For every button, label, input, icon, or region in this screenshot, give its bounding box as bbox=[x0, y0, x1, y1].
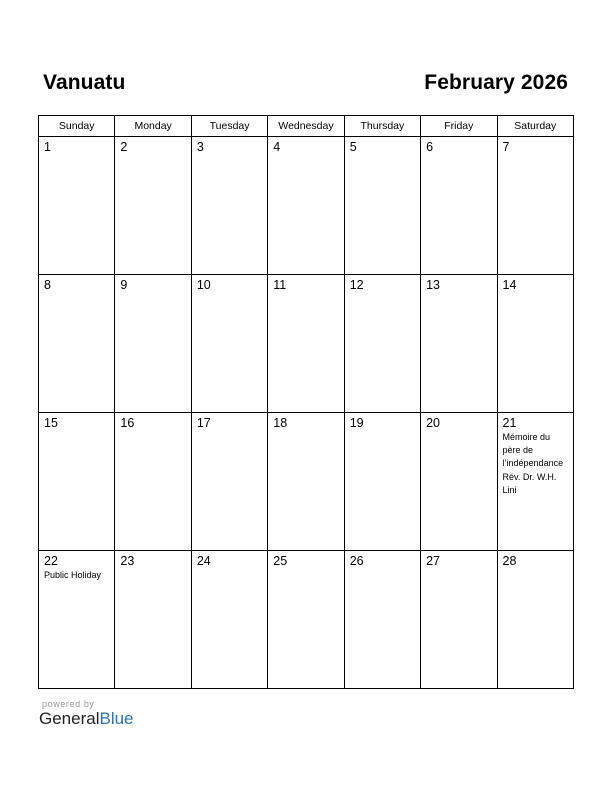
day-number: 12 bbox=[349, 278, 364, 292]
day-number: 6 bbox=[426, 140, 434, 154]
calendar-grid bbox=[38, 115, 574, 689]
weekday-thursday: Thursday bbox=[344, 116, 420, 137]
day-number: 9 bbox=[120, 278, 128, 292]
day-number: 5 bbox=[349, 140, 357, 154]
day-number: 4 bbox=[273, 140, 281, 154]
day-cell bbox=[344, 275, 420, 413]
day-number: 15 bbox=[44, 416, 58, 430]
day-number: 1 bbox=[44, 140, 51, 154]
brand-blue: Blue bbox=[99, 709, 134, 728]
weekday-tuesday: Tuesday bbox=[191, 116, 267, 137]
weekday-monday: Monday bbox=[115, 116, 191, 137]
day-cell bbox=[39, 413, 115, 551]
weekday-wednesday: Wednesday bbox=[268, 116, 344, 137]
day-number: 2 bbox=[120, 140, 128, 154]
day-number: 26 bbox=[349, 554, 364, 568]
day-cell bbox=[421, 275, 497, 413]
week-row-4 bbox=[39, 551, 574, 689]
week-row-1 bbox=[39, 137, 574, 275]
day-cell bbox=[268, 551, 344, 689]
day-cell bbox=[421, 137, 497, 275]
weekday-friday: Friday bbox=[421, 116, 497, 137]
day-number: 16 bbox=[120, 416, 135, 430]
day-number: 21 bbox=[502, 416, 517, 430]
day-cell bbox=[497, 413, 573, 551]
day-cell bbox=[191, 275, 267, 413]
day-number: 23 bbox=[120, 554, 135, 568]
weekday-sunday: Sunday bbox=[39, 116, 115, 137]
day-number: 19 bbox=[349, 416, 364, 430]
day-cell bbox=[268, 137, 344, 275]
day-number: 14 bbox=[502, 278, 517, 292]
day-number: 28 bbox=[502, 554, 517, 568]
day-cell bbox=[344, 137, 420, 275]
holiday-label: Public Holiday bbox=[44, 570, 102, 580]
day-number: 24 bbox=[196, 554, 211, 568]
weekday-saturday: Saturday bbox=[497, 116, 573, 137]
day-cell bbox=[115, 413, 191, 551]
day-cell bbox=[497, 275, 573, 413]
day-cell bbox=[39, 551, 115, 689]
generalblue-logo[interactable] bbox=[39, 709, 134, 729]
day-number: 18 bbox=[273, 416, 288, 430]
day-cell bbox=[191, 551, 267, 689]
day-cell bbox=[191, 137, 267, 275]
day-cell bbox=[115, 551, 191, 689]
day-cell bbox=[497, 551, 573, 689]
week-row-2 bbox=[39, 275, 574, 413]
day-cell bbox=[421, 551, 497, 689]
weekday-header-row bbox=[39, 116, 574, 137]
day-number: 10 bbox=[196, 278, 211, 292]
day-number: 22 bbox=[44, 554, 58, 568]
day-cell bbox=[497, 137, 573, 275]
day-number: 13 bbox=[426, 278, 441, 292]
day-cell bbox=[191, 413, 267, 551]
day-cell bbox=[115, 275, 191, 413]
day-number: 27 bbox=[426, 554, 441, 568]
country-title: Vanuatu bbox=[43, 71, 126, 94]
day-number: 11 bbox=[273, 278, 287, 292]
day-number: 3 bbox=[196, 140, 204, 154]
holiday-label: Mémoire du père de l’indépendance Rév. Dr. W.H. Lini bbox=[502, 432, 564, 495]
day-cell bbox=[115, 137, 191, 275]
powered-by-text: powered by bbox=[42, 699, 95, 709]
brand-general: General bbox=[39, 709, 100, 728]
day-number: 7 bbox=[502, 140, 510, 154]
month-year-title: February 2026 bbox=[424, 71, 568, 94]
day-cell bbox=[344, 551, 420, 689]
day-cell bbox=[344, 413, 420, 551]
day-cell bbox=[268, 413, 344, 551]
day-cell bbox=[39, 137, 115, 275]
week-row-3 bbox=[39, 413, 574, 551]
day-cell bbox=[268, 275, 344, 413]
day-number: 17 bbox=[196, 416, 211, 430]
day-cell bbox=[421, 413, 497, 551]
day-number: 20 bbox=[426, 416, 441, 430]
day-number: 25 bbox=[273, 554, 288, 568]
day-cell bbox=[39, 275, 115, 413]
day-number: 8 bbox=[44, 278, 51, 292]
